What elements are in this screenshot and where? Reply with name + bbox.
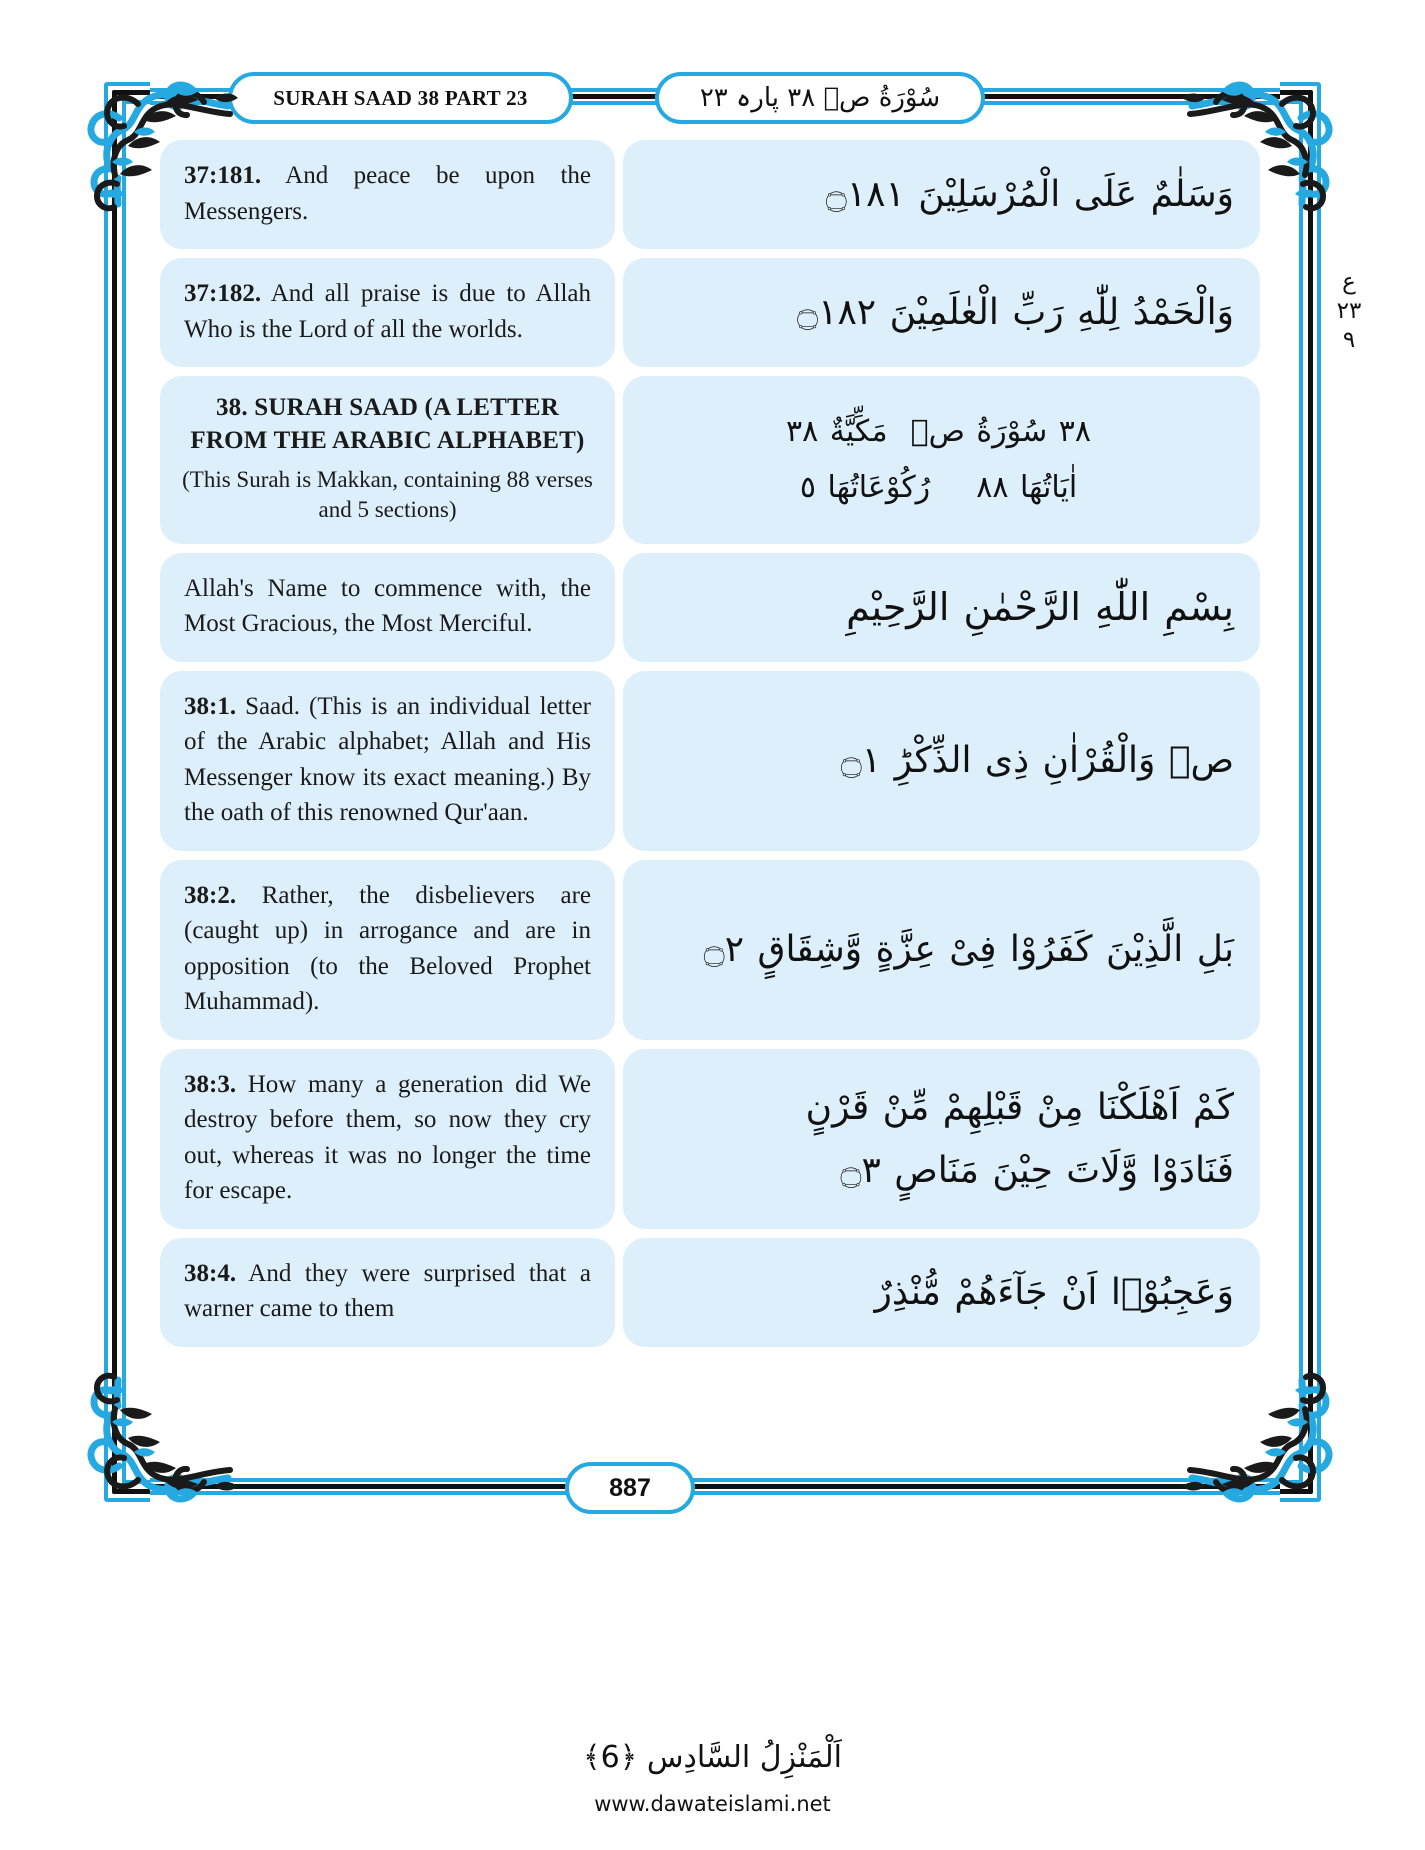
margin-note-line-3: ٩: [1342, 326, 1356, 353]
arabic-line: وَسَلٰمٌ عَلَى الْمُرْسَلِيْنَ ۝١٨١: [825, 174, 1234, 215]
verse-row: [160, 140, 1260, 249]
verse-row: [160, 671, 1260, 851]
surah-title-arabic-cell: [623, 376, 1260, 544]
verse-arabic-cell: [623, 671, 1260, 851]
verse-translation-text: And peace be upon the Messengers.: [184, 162, 591, 225]
arabic-lines: [643, 729, 1234, 792]
arabic-line: اٰيَاتُهَا ٨٨ رُكُوْعَاتُهَا ٥: [799, 469, 1078, 505]
arabic-line: وَالْحَمْدُ لِلّٰهِ رَبِّ الْعٰلَمِيْنَ ۝١٨٢: [797, 292, 1234, 333]
arabic-lines: [643, 1261, 1234, 1324]
arabic-lines: [643, 281, 1234, 344]
arabic-line: ٣٨ سُوْرَةُ صۤ مَكِّيَّةٌ ٣٨: [785, 414, 1092, 450]
verse-translation-cell: [160, 860, 615, 1040]
arabic-lines: [643, 918, 1234, 981]
header-surah-text-en: SURAH SAAD 38 PART 23: [273, 85, 528, 110]
surah-subtitle-text: (This Surah is Makkan, containing 88 verses and 5 sections): [182, 467, 593, 523]
verse-translation-cell: [160, 258, 615, 367]
page-number-badge: [565, 1462, 695, 1514]
verse-row: [160, 258, 1260, 367]
footer-url: www.dawateislami.net: [594, 1792, 831, 1816]
surah-title-text: 38. SURAH SAAD (A LETTER FROM THE ARABIC ALPHABET): [190, 394, 585, 454]
margin-note-line-2: ٢٣: [1336, 297, 1362, 324]
verse-row: [160, 553, 1260, 662]
arabic-lines: [643, 163, 1234, 226]
verse-grid: [160, 140, 1260, 1450]
verse-translation-text: Allah's Name to commence with, the Most Gracious, the Most Merciful.: [184, 574, 591, 638]
header-surah-text-ar: سُوْرَةُ صۤ ٣٨ پارہ ٢٣: [699, 83, 941, 113]
verse-row: [160, 1049, 1260, 1229]
verse-arabic-cell: [623, 258, 1260, 367]
verse-translation-text: Rather, the disbelievers are (caught up) in arrogance and are in opposition (to the Beloved Prophet Muhammad).: [184, 881, 591, 1016]
verse-arabic-cell: [623, 140, 1260, 249]
verse-arabic-cell: [623, 860, 1260, 1040]
arabic-line: كَمْ اَهْلَكْنَا مِنْ قَبْلِهِمْ مِّنْ قَرْنٍ: [805, 1086, 1234, 1128]
verse-reference: 37:181.: [184, 162, 262, 189]
verse-translation-text: Saad. (This is an individual letter of the Arabic alphabet; Allah and His Messenger know its exact meaning.) By the oath of this renowned Qur'aan.: [184, 692, 591, 827]
footer-manzil-note: اَلْمَنْزِلُ السَّادِس ﴿6﴾: [583, 1740, 842, 1775]
verse-reference: 38:3.: [184, 1070, 237, 1098]
verse-translation-text: How many a generation did We destroy before them, so now they cry out, whereas it was no longer the time for escape.: [184, 1070, 591, 1205]
footer-rule: [150, 1478, 1280, 1496]
arabic-lines: [643, 1076, 1234, 1202]
surah-title-cell: [160, 376, 615, 544]
margin-section-note: [1326, 268, 1372, 354]
arabic-line: فَنَادَوْا وَّلَاتَ حِيْنَ مَنَاصٍ ۝٣: [840, 1149, 1234, 1191]
verse-translation-text: And all praise is due to Allah Who is the Lord of all the worlds.: [184, 280, 591, 343]
verse-translation-cell: [160, 140, 615, 249]
verse-reference: 37:182.: [184, 280, 262, 307]
verse-translation-cell: [160, 1049, 615, 1229]
arabic-line: بَلِ الَّذِيْنَ كَفَرُوْا فِىْ عِزَّةٍ وَّشِقَاقٍ ۝٢: [703, 929, 1234, 971]
margin-note-line-1: ع: [1342, 269, 1356, 295]
verse-translation-text: And they were surprised that a warner came to them: [184, 1259, 591, 1323]
page-number: 887: [609, 1473, 651, 1502]
arabic-line: صۤ وَالْقُرْاٰنِ ذِى الذِّكْرِؕ ۝١: [840, 740, 1234, 782]
arabic-lines: [643, 574, 1234, 641]
verse-arabic-cell: [623, 1238, 1260, 1347]
verse-translation-cell: [160, 1238, 615, 1347]
verse-row: [160, 1238, 1260, 1347]
verse-reference: 38:2.: [184, 881, 237, 909]
bismillah-arabic-cell: [623, 553, 1260, 662]
header-surah-label-ar: [655, 72, 985, 124]
header-surah-label-en: [228, 72, 573, 124]
verse-arabic-cell: [623, 1049, 1260, 1229]
verse-reference: 38:1.: [184, 692, 237, 720]
arabic-line: بِسْمِ اللّٰهِ الرَّحْمٰنِ الرَّحِيْمِ: [846, 584, 1234, 629]
verse-row: [160, 376, 1260, 544]
verse-row: [160, 860, 1260, 1040]
arabic-line: وَعَجِبُوْۤا اَنْ جَآءَهُمْ مُّنْذِرٌ: [874, 1271, 1234, 1313]
verse-reference: 38:4.: [184, 1259, 237, 1287]
bismillah-translation-cell: [160, 553, 615, 662]
arabic-lines: [643, 404, 1234, 515]
verse-translation-cell: [160, 671, 615, 851]
